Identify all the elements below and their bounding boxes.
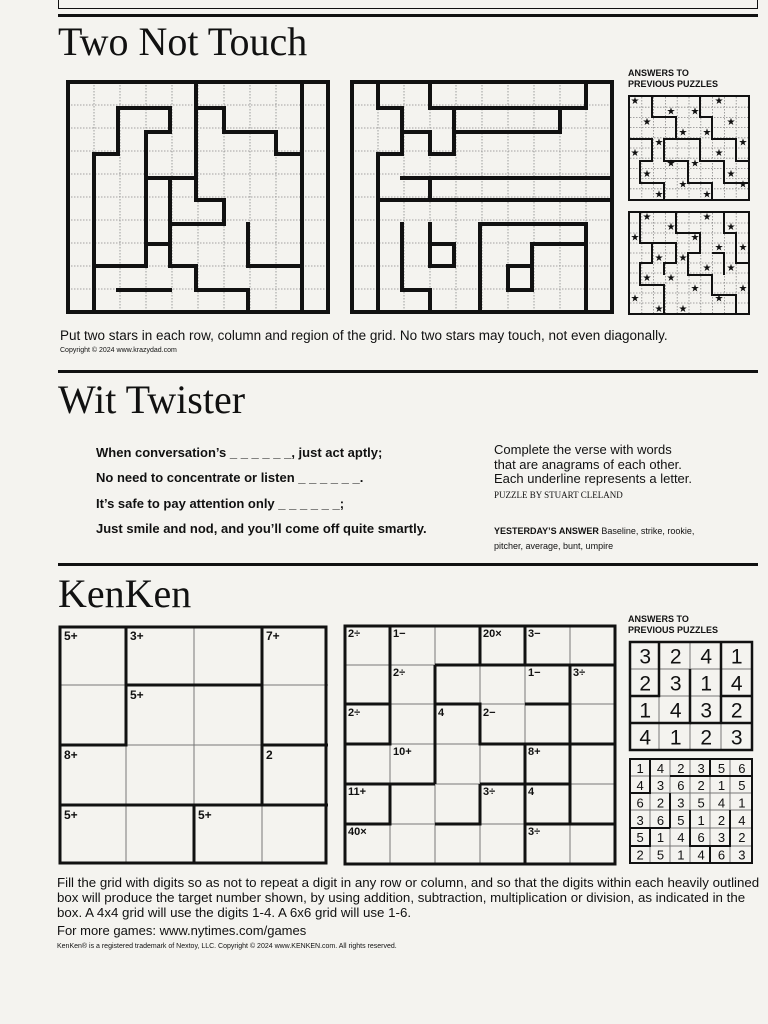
answer-digit: 4 xyxy=(700,645,713,669)
star-puzzle-1[interactable] xyxy=(66,80,330,314)
star-icon: ★ xyxy=(738,179,748,191)
star-icon: ★ xyxy=(630,96,640,108)
answer-digit: 2 xyxy=(639,672,652,696)
answers-label: ANSWERS TO PREVIOUS PUZZLES xyxy=(628,68,719,89)
star-icon: ★ xyxy=(642,273,652,285)
answer-digit: 1 xyxy=(636,760,644,776)
answer-digit: 1 xyxy=(697,812,705,828)
kenken-6x6-clue-8: 2÷ xyxy=(348,707,361,719)
star-answer-1 xyxy=(628,95,752,203)
star-icon: ★ xyxy=(654,252,664,264)
answer-digit: 4 xyxy=(730,672,743,696)
star-icon: ★ xyxy=(726,222,736,234)
star-icon: ★ xyxy=(678,303,688,315)
kenken-4x4-clue-6: 2 xyxy=(266,748,273,762)
kenken-copyright: KenKen® is a registered trademark of Nextoy, LLC. Copyright © 2024 www.KENKEN.com. All rights reserved. xyxy=(57,943,397,950)
answer-digit: 2 xyxy=(656,795,665,811)
two-not-touch-instructions: Put two stars in each row, column and region of the grid. No two stars may touch, not even diagonally. xyxy=(60,328,668,343)
kenken-4x4-clue-1: 5+ xyxy=(64,629,78,643)
kenken-6x6-clue-17: 3÷ xyxy=(528,826,541,838)
answer-digit: 3 xyxy=(677,795,685,811)
answer-digit: 4 xyxy=(656,760,665,776)
star-icon: ★ xyxy=(702,262,712,274)
kenken-6x6-clue-2: 1− xyxy=(393,628,406,640)
answer-digit: 4 xyxy=(669,699,682,723)
answer-digit: 4 xyxy=(738,812,746,828)
kenken-6x6-clue-15: 4 xyxy=(528,786,535,798)
answer-digit: 2 xyxy=(636,847,644,863)
star-icon: ★ xyxy=(738,283,748,295)
answer-digit: 1 xyxy=(656,830,665,846)
answer-digit: 5 xyxy=(697,795,705,811)
answers-label: ANSWERS TO PREVIOUS PUZZLES xyxy=(628,614,719,635)
answer-digit: 5 xyxy=(738,778,746,794)
more-games-link[interactable]: For more games: www.nytimes.com/games xyxy=(57,923,307,938)
star-icon: ★ xyxy=(630,293,640,305)
yesterdays-answer-text: Baseline, strike, rookie, xyxy=(601,526,695,536)
star-icon: ★ xyxy=(726,168,736,180)
answer-digit: 2 xyxy=(730,699,743,723)
answer-digit: 2 xyxy=(669,645,682,669)
star-puzzle-2[interactable] xyxy=(350,80,614,314)
star-icon: ★ xyxy=(654,189,664,201)
star-icon: ★ xyxy=(690,283,700,295)
wit-twister-title: Wit Twister xyxy=(58,377,246,422)
star-icon: ★ xyxy=(630,232,640,244)
section-divider xyxy=(58,14,758,17)
answer-digit: 6 xyxy=(677,778,685,794)
kenken-6x6-clue-9: 4 xyxy=(438,707,445,719)
answer-digit: 3 xyxy=(730,726,743,750)
answer-digit: 2 xyxy=(738,830,746,846)
star-answer-2 xyxy=(628,211,752,317)
star-icon: ★ xyxy=(714,293,724,305)
wit-twister-instructions: Complete the verse with words that are anagrams of each other. Each underline represents a letter. xyxy=(494,442,693,486)
kenken-6x6-clue-4: 3− xyxy=(528,628,541,640)
answer-digit: 1 xyxy=(730,645,743,669)
star-icon: ★ xyxy=(738,242,748,254)
star-icon: ★ xyxy=(678,127,688,139)
kenken-6x6-puzzle[interactable] xyxy=(343,624,617,866)
answer-digit: 1 xyxy=(669,726,682,750)
star-icon: ★ xyxy=(714,96,724,108)
star-icon: ★ xyxy=(654,303,664,315)
kenken-4x4-clue-7: 5+ xyxy=(64,808,78,822)
answer-digit: 3 xyxy=(697,760,705,776)
kenken-4x4-clue-4: 5+ xyxy=(130,688,144,702)
star-icon: ★ xyxy=(702,211,712,223)
star-icon: ★ xyxy=(714,242,724,254)
star-icon: ★ xyxy=(642,168,652,180)
answer-digit: 4 xyxy=(639,726,652,750)
star-icon: ★ xyxy=(666,106,676,118)
answer-digit: 2 xyxy=(717,812,726,828)
answer-digit: 6 xyxy=(697,830,705,846)
star-icon: ★ xyxy=(690,158,700,170)
star-icon: ★ xyxy=(702,127,712,139)
answer-digit: 1 xyxy=(700,672,713,696)
star-icon: ★ xyxy=(654,137,664,149)
answer-digit: 5 xyxy=(717,760,726,776)
star-icon: ★ xyxy=(642,116,652,128)
kenken-6x6-clue-1: 2÷ xyxy=(348,628,361,640)
kenken-6x6-answer xyxy=(628,757,754,865)
section-divider xyxy=(58,370,758,373)
star-icon: ★ xyxy=(666,222,676,234)
yesterdays-answer-label: YESTERDAY’S ANSWER xyxy=(494,526,599,536)
kenken-title: KenKen xyxy=(58,571,192,616)
kenken-6x6-clue-14: 3÷ xyxy=(483,786,496,798)
answer-digit: 5 xyxy=(656,847,665,863)
verse-line-1: When conversation’s _ _ _ _ _ _, just act aptly; xyxy=(96,445,383,460)
answer-digit: 3 xyxy=(636,812,644,828)
kenken-6x6-clue-10: 2− xyxy=(483,707,496,719)
answer-digit: 1 xyxy=(717,778,726,794)
verse-line-2: No need to concentrate or listen _ _ _ _ _ _. xyxy=(96,470,364,485)
kenken-6x6-clue-11: 10+ xyxy=(393,746,412,758)
top-frame xyxy=(58,0,758,9)
kenken-4x4-clue-5: 8+ xyxy=(64,748,78,762)
star-icon: ★ xyxy=(666,273,676,285)
star-icon: ★ xyxy=(726,116,736,128)
byline: PUZZLE BY STUART CLELAND xyxy=(494,490,623,500)
answer-digit: 6 xyxy=(636,795,644,811)
answer-digit: 3 xyxy=(717,830,726,846)
answer-digit: 6 xyxy=(717,847,726,863)
kenken-6x6-clue-7: 3÷ xyxy=(573,667,586,679)
answer-digit: 1 xyxy=(639,699,652,723)
kenken-6x6-clue-12: 8+ xyxy=(528,746,541,758)
kenken-4x4-clue-2: 3+ xyxy=(130,629,144,643)
yesterdays-answer-text-2: pitcher, average, bunt, umpire xyxy=(494,541,614,551)
star-icon: ★ xyxy=(690,106,700,118)
answer-digit: 3 xyxy=(738,847,746,863)
answer-digit: 5 xyxy=(677,812,685,828)
answer-digit: 6 xyxy=(656,812,665,828)
star-icon: ★ xyxy=(738,137,748,149)
kenken-6x6-clue-3: 20× xyxy=(483,628,502,640)
section-divider xyxy=(58,563,758,566)
star-icon: ★ xyxy=(666,158,676,170)
answer-digit: 5 xyxy=(636,830,644,846)
krazydad-copyright: Copyright © 2024 www.krazydad.com xyxy=(60,347,177,354)
kenken-4x4-clue-3: 7+ xyxy=(266,629,280,643)
answer-digit: 2 xyxy=(677,760,685,776)
answer-digit: 2 xyxy=(697,778,705,794)
answer-digit: 1 xyxy=(677,847,685,863)
kenken-4x4-answer xyxy=(628,640,754,752)
answer-digit: 4 xyxy=(717,795,726,811)
yesterdays-answer xyxy=(494,524,694,554)
answer-digit: 4 xyxy=(677,830,685,846)
answer-digit: 3 xyxy=(669,672,682,696)
answer-digit: 3 xyxy=(656,778,665,794)
star-icon: ★ xyxy=(678,252,688,264)
two-not-touch-title: Two Not Touch xyxy=(58,19,308,64)
star-icon: ★ xyxy=(726,262,736,274)
kenken-6x6-clue-16: 40× xyxy=(348,826,367,838)
kenken-4x4-clue-8: 5+ xyxy=(198,808,212,822)
kenken-6x6-clue-13: 11+ xyxy=(348,786,367,798)
answer-digit: 4 xyxy=(697,847,705,863)
kenken-4x4-puzzle[interactable] xyxy=(58,625,330,865)
answer-digit: 6 xyxy=(738,760,746,776)
star-icon: ★ xyxy=(630,148,640,160)
answer-digit: 4 xyxy=(636,778,644,794)
kenken-instructions: Fill the grid with digits so as not to repeat a digit in any row or column, and so that the digits within each heavily outlined box will produce the target number shown, by using addition, subtraction, multiplication or division, as indicated in the box. A 4x4 grid will use the digits 1-4. A 6x6 grid will use 1-6. xyxy=(57,875,760,920)
answer-digit: 3 xyxy=(639,645,652,669)
answer-digit: 1 xyxy=(738,795,746,811)
answer-digit: 2 xyxy=(700,726,713,750)
star-icon: ★ xyxy=(642,211,652,223)
verse-line-4: Just smile and nod, and you’ll come off quite smartly. xyxy=(96,521,427,536)
kenken-6x6-clue-5: 2÷ xyxy=(393,667,406,679)
kenken-6x6-clue-6: 1− xyxy=(528,667,541,679)
star-icon: ★ xyxy=(678,179,688,191)
star-icon: ★ xyxy=(714,148,724,160)
verse-line-3: It’s safe to pay attention only _ _ _ _ _ _; xyxy=(96,496,345,511)
star-icon: ★ xyxy=(690,232,700,244)
star-icon: ★ xyxy=(702,189,712,201)
answer-digit: 3 xyxy=(700,699,713,723)
